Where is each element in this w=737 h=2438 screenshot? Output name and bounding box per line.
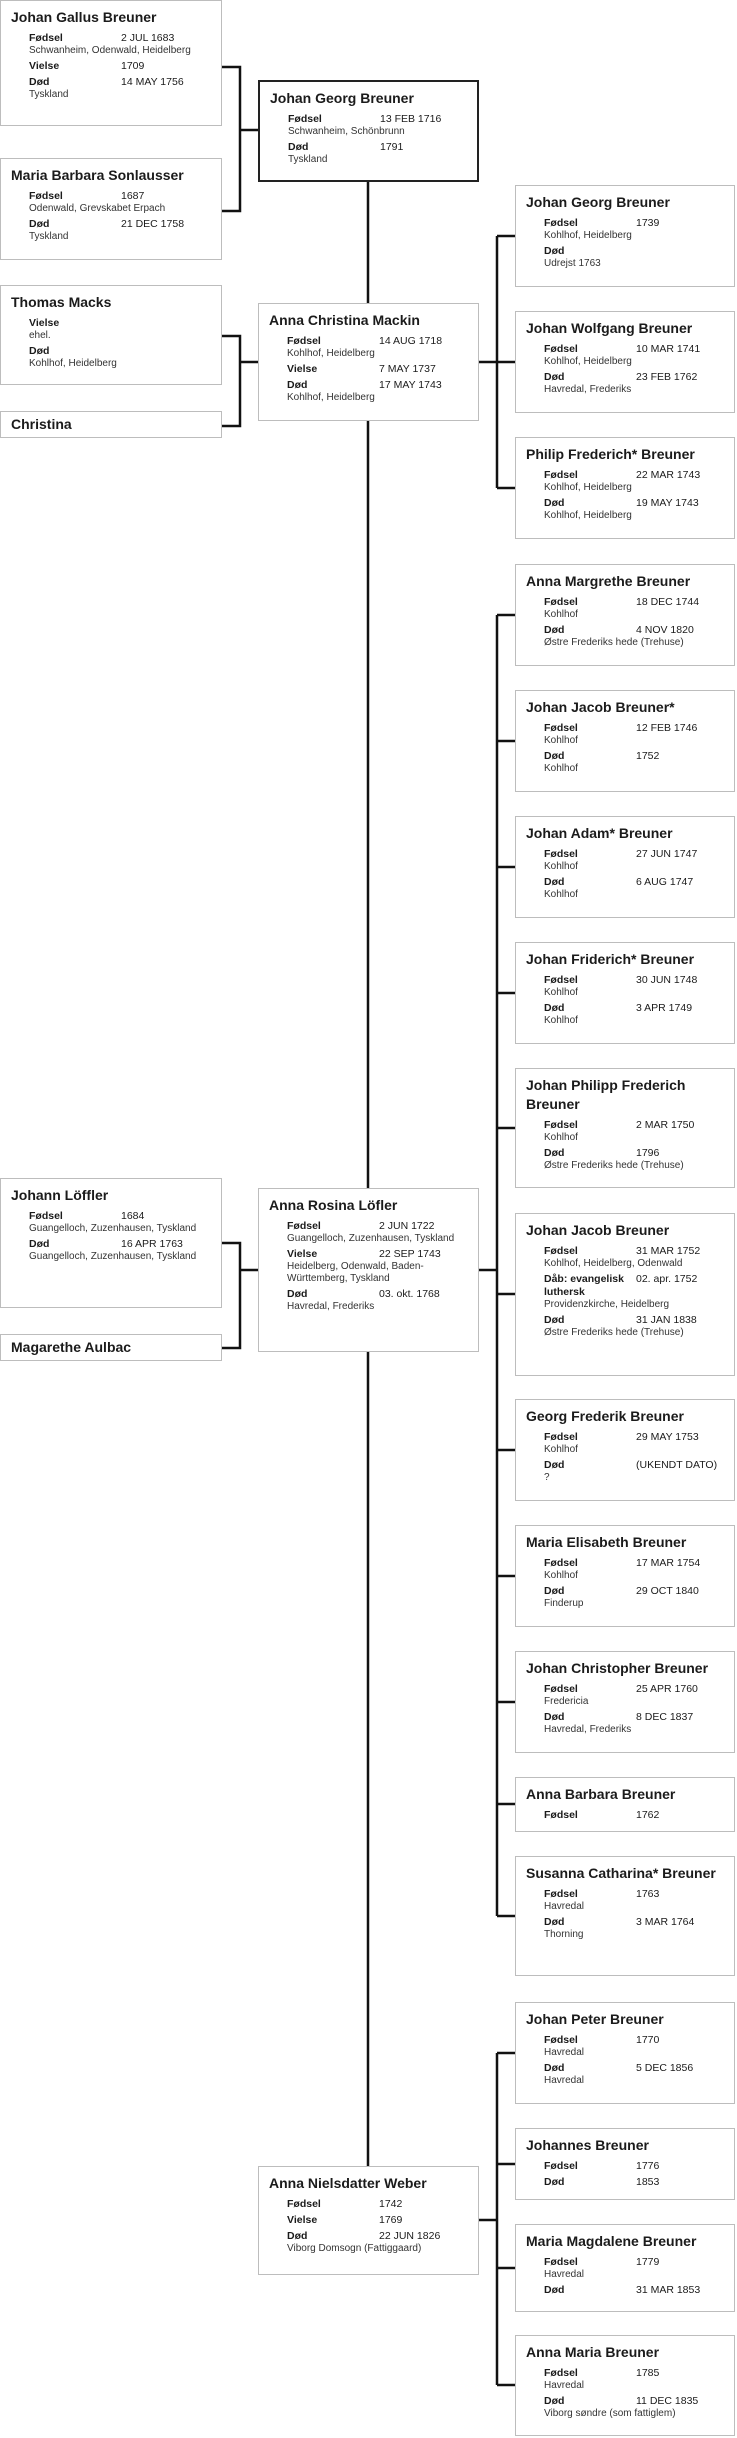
event-place: Guangelloch, Zuzenhausen, Tyskland [29, 1251, 197, 1262]
event-place: Kohlhof [544, 861, 578, 872]
event-death: Død 31 MAR 1853 [544, 2284, 701, 2296]
person-card-magarethe-aulbac[interactable] [0, 1334, 222, 1361]
event-place: Tyskland [288, 154, 328, 165]
event-place: Kohlhof, Heidelberg, Odenwald [544, 1258, 683, 1269]
event-birth: Fødsel 2 JUN 1722 Guangelloch, Zuzenhausen, Tyskland [287, 1220, 468, 1245]
person-name: Anna Barbara Breuner [526, 1786, 676, 1802]
child-card-maria-magdalene-breuner[interactable] [515, 2224, 735, 2312]
event-birth: Fødsel 1684 Guangelloch, Zuzenhausen, Tyskland [29, 1210, 211, 1235]
event-place: Kohlhof, Heidelberg [29, 358, 117, 369]
event-place: Kohlhof [544, 889, 578, 900]
event-place: Østre Frederiks hede (Trehuse) [544, 637, 684, 648]
person-card-thomas-macks[interactable] [0, 285, 222, 385]
event-place: Viborg Domsogn (Fattiggaard) [287, 2243, 422, 2254]
event-place: Guangelloch, Zuzenhausen, Tyskland [29, 1223, 197, 1234]
event-birth: Fødsel 1763 Havredal [544, 1888, 724, 1913]
child-card-johan-philipp-frederich-breuner[interactable] [515, 1068, 735, 1188]
child-card-johan-adam-breuner[interactable] [515, 816, 735, 918]
event-place: Providenzkirche, Heidelberg [544, 1299, 670, 1310]
parent-bracket-line [222, 336, 240, 426]
event-birth: Fødsel 2 MAR 1750 Kohlhof [544, 1119, 724, 1144]
event-death: Død 31 JAN 1838 Østre Frederiks hede (Trehuse) [544, 1314, 724, 1339]
event-place: ? [544, 1472, 550, 1483]
event-marriage: Vielse 1709 [29, 60, 145, 72]
event-place: Finderup [544, 1598, 584, 1609]
event-birth: Fødsel 1785 Havredal [544, 2367, 724, 2392]
person-name: Johan Jacob Breuner [526, 1222, 670, 1238]
person-name: Johan Christopher Breuner [526, 1660, 709, 1676]
child-card-georg-frederik-breuner[interactable] [515, 1399, 735, 1501]
person-name: Anna Margrethe Breuner [526, 573, 691, 589]
event-death: Død 3 APR 1749 Kohlhof [544, 1002, 724, 1027]
event-place: Kohlhof, Heidelberg [544, 230, 632, 241]
person-name: Johan Friderich* Breuner [526, 951, 695, 967]
event-birth: Fødsel 30 JUN 1748 Kohlhof [544, 974, 724, 999]
person-name: Anna Nielsdatter Weber [269, 2175, 427, 2191]
event-place: Tyskland [29, 231, 69, 242]
event-death: Død 1853 [544, 2176, 660, 2188]
event-death: Død 5 DEC 1856 Havredal [544, 2062, 724, 2087]
child-card-anna-margrethe-breuner[interactable] [515, 564, 735, 666]
event-death: Død 8 DEC 1837 Havredal, Frederiks [544, 1711, 724, 1736]
person-name: Magarethe Aulbac [11, 1339, 132, 1355]
event-birth: Fødsel 1776 [544, 2160, 660, 2172]
event-birth: Fødsel 12 FEB 1746 Kohlhof [544, 722, 724, 747]
person-name: Johan Peter Breuner [526, 2011, 664, 2027]
person-name: Johan Wolfgang Breuner [526, 320, 693, 336]
child-card-susanna-catharina-breuner[interactable] [515, 1856, 735, 1976]
child-card-maria-elisabeth-breuner[interactable] [515, 1525, 735, 1627]
event-birth: Fødsel 13 FEB 1716 Schwanheim, Schönbrunn [288, 113, 467, 138]
event-baptism: Dåb: evangelisk luthersk 02. apr. 1752 Providenzkirche, Heidelberg [544, 1273, 724, 1311]
person-card-maria-barbara-sonlausser[interactable] [0, 158, 222, 260]
event-marriage: Vielse 22 SEP 1743 Heidelberg, Odenwald, Baden-Württemberg, Tyskland [287, 1248, 468, 1285]
child-card-johan-jacob-breuner-1752[interactable] [515, 1213, 735, 1376]
person-name: Anna Rosina Löfler [269, 1197, 398, 1213]
event-death: Død 3 MAR 1764 Thorning [544, 1916, 724, 1941]
child-card-johan-wolfgang-breuner[interactable] [515, 311, 735, 413]
person-card-christina[interactable] [0, 411, 222, 438]
event-death: Død 17 MAY 1743 Kohlhof, Heidelberg [287, 379, 468, 404]
child-card-johan-jacob-breuner-1746[interactable] [515, 690, 735, 792]
event-birth: Fødsel 1779 Havredal [544, 2256, 724, 2281]
person-name: Johan Jacob Breuner* [526, 699, 675, 715]
event-place: Guangelloch, Zuzenhausen, Tyskland [287, 1233, 455, 1244]
person-card-anna-christina-mackin[interactable] [258, 303, 479, 421]
event-death: Død 22 JUN 1826 Viborg Domsogn (Fattiggaard) [287, 2230, 468, 2255]
child-card-johan-peter-breuner[interactable] [515, 2002, 735, 2104]
event-place: Schwanheim, Odenwald, Heidelberg [29, 45, 191, 56]
event-birth: Fødsel 2 JUL 1683 Schwanheim, Odenwald, Heidelberg [29, 32, 211, 57]
person-card-johan-gallus-breuner[interactable] [0, 0, 222, 126]
event-birth: Fødsel 27 JUN 1747 Kohlhof [544, 848, 724, 873]
person-card-johann-loffler[interactable] [0, 1178, 222, 1308]
event-birth: Fødsel 17 MAR 1754 Kohlhof [544, 1557, 724, 1582]
person-name: Johan Adam* Breuner [526, 825, 673, 841]
event-death: Død 1752 Kohlhof [544, 750, 724, 775]
event-place: Kohlhof [544, 1570, 578, 1581]
event-death: Død (UKENDT DATO) ? [544, 1459, 724, 1484]
event-place: Kohlhof [544, 1132, 578, 1143]
event-birth: Fødsel 14 AUG 1718 Kohlhof, Heidelberg [287, 335, 468, 360]
event-place: Havredal [544, 2047, 585, 2058]
person-name: Johannes Breuner [526, 2137, 649, 2153]
event-birth: Fødsel 22 MAR 1743 Kohlhof, Heidelberg [544, 469, 724, 494]
child-card-johan-friderich-breuner[interactable] [515, 942, 735, 1044]
event-place: Viborg søndre (som fattiglem) [544, 2408, 676, 2419]
event-place: Østre Frederiks hede (Trehuse) [544, 1327, 684, 1338]
person-name: Johan Georg Breuner [270, 90, 414, 106]
child-card-johannes-breuner[interactable] [515, 2128, 735, 2200]
event-death: Død 1796 Østre Frederiks hede (Trehuse) [544, 1147, 724, 1172]
event-place: Kohlhof [544, 609, 578, 620]
event-place: Kohlhof [544, 1444, 578, 1455]
event-place: Tyskland [29, 89, 69, 100]
event-place: Kohlhof, Heidelberg [544, 510, 632, 521]
parent-bracket-line [222, 67, 240, 211]
event-place: Havredal, Frederiks [544, 384, 632, 395]
event-death: Død 11 DEC 1835 Viborg søndre (som fattiglem) [544, 2395, 724, 2420]
event-place: Kohlhof [544, 1015, 578, 1026]
event-place: Havredal [544, 1901, 585, 1912]
event-birth: Fødsel 10 MAR 1741 Kohlhof, Heidelberg [544, 343, 724, 368]
person-name: Maria Barbara Sonlausser [11, 167, 184, 183]
event-place: Kohlhof, Heidelberg [544, 482, 632, 493]
event-place: Havredal, Frederiks [544, 1724, 632, 1735]
person-name: Philip Frederich* Breuner [526, 446, 695, 462]
event-place: Havredal [544, 2075, 585, 2086]
event-marriage: Vielse 7 MAY 1737 [287, 363, 436, 375]
person-name: Christina [11, 416, 72, 432]
person-name: Anna Christina Mackin [269, 312, 420, 328]
person-name: Maria Magdalene Breuner [526, 2233, 697, 2249]
person-card-anna-nielsdatter-weber[interactable] [258, 2166, 479, 2275]
person-name: Johan Georg Breuner [526, 194, 670, 210]
event-place: Udrejst 1763 [544, 258, 601, 269]
event-marriage: Vielse ehel. [29, 317, 211, 342]
event-birth: Fødsel 1739 Kohlhof, Heidelberg [544, 217, 724, 242]
event-place: Odenwald, Grevskabet Erpach [29, 203, 166, 214]
event-place: Kohlhof, Heidelberg [287, 348, 375, 359]
event-death: Død 29 OCT 1840 Finderup [544, 1585, 724, 1610]
child-card-anna-maria-breuner[interactable] [515, 2335, 735, 2436]
event-place: Kohlhof, Heidelberg [544, 356, 632, 367]
event-birth: Fødsel 1687 Odenwald, Grevskabet Erpach [29, 190, 211, 215]
event-death: Død 1791 Tyskland [288, 141, 467, 166]
event-death: Død 6 AUG 1747 Kohlhof [544, 876, 724, 901]
event-birth: Fødsel 29 MAY 1753 Kohlhof [544, 1431, 724, 1456]
event-place: Havredal [544, 2269, 585, 2280]
event-place: Heidelberg, Odenwald, Baden-Württemberg, Tyskland [287, 1261, 424, 1284]
event-place: Østre Frederiks hede (Trehuse) [544, 1160, 684, 1171]
event-place: Kohlhof [544, 987, 578, 998]
child-card-philip-frederich-breuner[interactable] [515, 437, 735, 539]
person-name: Johann Löffler [11, 1187, 109, 1203]
person-card-johan-georg-breuner-father[interactable] [258, 80, 479, 182]
person-name: Anna Maria Breuner [526, 2344, 660, 2360]
event-birth: Fødsel 1762 [544, 1809, 660, 1821]
person-name: Johan Gallus Breuner [11, 9, 157, 25]
event-place: Kohlhof [544, 763, 578, 774]
event-death: Død 21 DEC 1758 Tyskland [29, 218, 211, 243]
event-place: Havredal [544, 2380, 585, 2391]
event-place: Thorning [544, 1929, 584, 1940]
event-place: Fredericia [544, 1696, 589, 1707]
child-card-anna-barbara-breuner[interactable] [515, 1777, 735, 1832]
person-name: Georg Frederik Breuner [526, 1408, 684, 1424]
person-name: Johan Philipp Frederich Breuner [526, 1077, 686, 1112]
event-death: Død 23 FEB 1762 Havredal, Frederiks [544, 371, 724, 396]
event-death: Død 4 NOV 1820 Østre Frederiks hede (Trehuse) [544, 624, 724, 649]
event-birth: Fødsel 18 DEC 1744 Kohlhof [544, 596, 724, 621]
event-place: Kohlhof [544, 735, 578, 746]
event-marriage: Vielse 1769 [287, 2214, 403, 2226]
event-birth: Fødsel 31 MAR 1752 Kohlhof, Heidelberg, Odenwald [544, 1245, 724, 1270]
event-death: Død 14 MAY 1756 Tyskland [29, 76, 211, 101]
child-card-johan-christopher-breuner[interactable] [515, 1651, 735, 1753]
event-place: Kohlhof, Heidelberg [287, 392, 375, 403]
event-death: Død 03. okt. 1768 Havredal, Frederiks [287, 1288, 468, 1313]
event-place: ehel. [29, 330, 51, 341]
person-name: Thomas Macks [11, 294, 112, 310]
person-name: Maria Elisabeth Breuner [526, 1534, 687, 1550]
event-death: Død 16 APR 1763 Guangelloch, Zuzenhausen, Tyskland [29, 1238, 211, 1263]
event-place: Havredal, Frederiks [287, 1301, 375, 1312]
person-card-anna-rosina-lofler[interactable] [258, 1188, 479, 1352]
event-birth: Fødsel 1770 Havredal [544, 2034, 724, 2059]
event-death: Død Kohlhof, Heidelberg [29, 345, 211, 370]
event-death: Død 19 MAY 1743 Kohlhof, Heidelberg [544, 497, 724, 522]
person-name: Susanna Catharina* Breuner [526, 1865, 716, 1881]
event-place: Schwanheim, Schönbrunn [288, 126, 405, 137]
child-card-johan-georg-breuner[interactable] [515, 185, 735, 287]
parent-bracket-line [222, 1243, 240, 1348]
event-birth: Fødsel 25 APR 1760 Fredericia [544, 1683, 724, 1708]
event-birth: Fødsel 1742 [287, 2198, 403, 2210]
event-death: Død Udrejst 1763 [544, 245, 724, 270]
